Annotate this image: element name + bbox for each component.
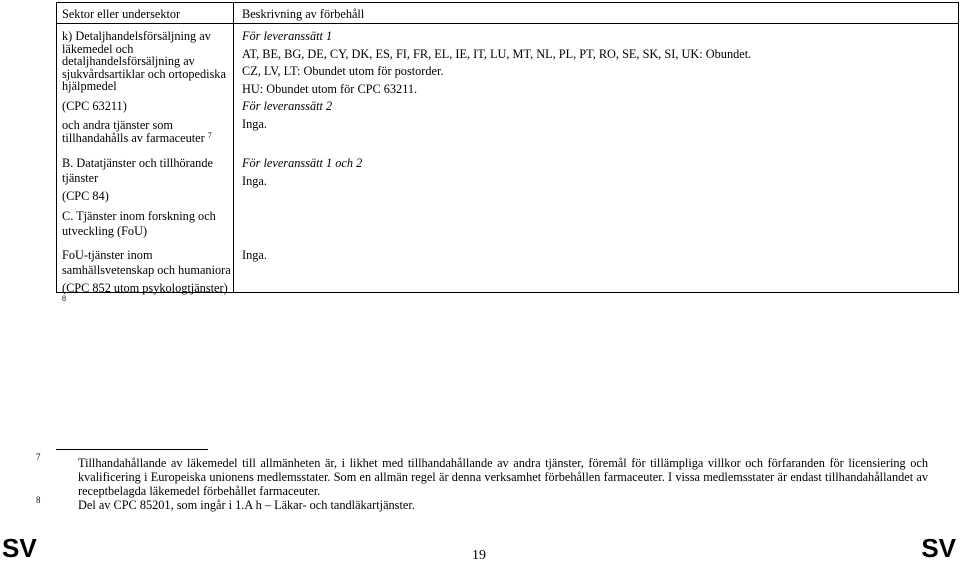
row3-sector-line: samhällsvetenskap och humaniora <box>62 262 231 277</box>
mode-label: För leveranssätt 1 och 2 <box>242 156 363 170</box>
mode-label: För leveranssätt 1 <box>242 29 333 43</box>
language-code-left: SV <box>2 533 37 563</box>
header-description: Beskrivning av förbehåll <box>242 7 365 21</box>
footnote-mark-8: 8 <box>36 495 41 505</box>
row1-sector-line: sjukvårdsartiklar och ortopediska <box>62 66 226 81</box>
row3-sector-line: utveckling (FoU) <box>62 223 148 238</box>
row2-description <box>242 157 952 187</box>
row3-sector <box>62 210 232 307</box>
row1-sector-line: och andra tjänster som <box>62 118 173 132</box>
mode-label: För leveranssätt 2 <box>242 99 333 113</box>
reservation-line: HU: Obundet utom för CPC 63211. <box>242 81 418 96</box>
row1-sector-line: läkemedel och <box>62 41 134 56</box>
row1-sector-text: tillhandahålls av farmaceuter <box>62 130 205 145</box>
header-divider <box>57 23 958 24</box>
page-number: 19 <box>472 548 486 563</box>
row3-sector-text: (CPC 852 utom psykologtjänster) <box>62 281 228 295</box>
row3-description <box>242 249 952 262</box>
row1-sector-line <box>62 132 232 145</box>
footnote-ref-7: 7 <box>207 130 212 140</box>
row1-sector <box>62 30 232 144</box>
footnote-ref-8: 8 <box>62 293 66 303</box>
row2-sector <box>62 157 232 203</box>
header-sector: Sektor eller undersektor <box>62 7 181 21</box>
language-code-right: SV <box>921 533 956 563</box>
row1-sector-line: detaljhandelsförsäljning av <box>62 54 195 68</box>
row3-sector-line <box>62 282 232 307</box>
row3-sector-line: FoU-tjänster inom <box>62 248 153 262</box>
row1-description <box>242 30 952 130</box>
row1-sector-line: (CPC 63211) <box>62 98 127 113</box>
footnote-mark-7: 7 <box>36 452 41 462</box>
reservation-line: Inga. <box>242 116 267 131</box>
reservation-line: Inga. <box>242 248 267 262</box>
footnote-separator <box>56 449 208 450</box>
reservation-line: CZ, LV, LT: Obundet utom för postorder. <box>242 64 444 78</box>
row1-sector-line: k) Detaljhandelsförsäljning av <box>62 29 211 43</box>
row2-sector-line: B. Datatjänster och tillhörande <box>62 156 213 170</box>
reservation-line: Inga. <box>242 173 267 188</box>
footnote-8-text: Del av CPC 85201, som ingår i 1.A h – Läkar- och tandläkartjänster. <box>78 498 415 512</box>
row1-sector-line: hjälpmedel <box>62 79 117 93</box>
reservation-line: AT, BE, BG, DE, CY, DK, ES, FI, FR, EL, IE, IT, LU, MT, NL, PL, PT, RO, SE, SK, SI, UK: Obundet. <box>242 46 752 61</box>
reservations-table <box>56 2 959 303</box>
footnote-7-text: Tillhandahållande av läkemedel till allmänheten är, i likhet med tillhandahållande av andra tjänster, föremål för tillämpliga villkor och förfaranden för licensiering och kvalificering i Europeiska unionens medlemsstater. Som en allmän regel är denna verksamhet förbehållen farmaceuter. I vissa medlemsstater är endast tillhandahållandet av receptbelagda läkemedel förbehållet farmaceuter. <box>78 456 928 498</box>
row2-sector-line: tjänster <box>62 170 99 185</box>
column-divider <box>233 3 234 292</box>
row3-sector-line: C. Tjänster inom forskning och <box>62 209 216 223</box>
row2-sector-line: (CPC 84) <box>62 189 109 203</box>
